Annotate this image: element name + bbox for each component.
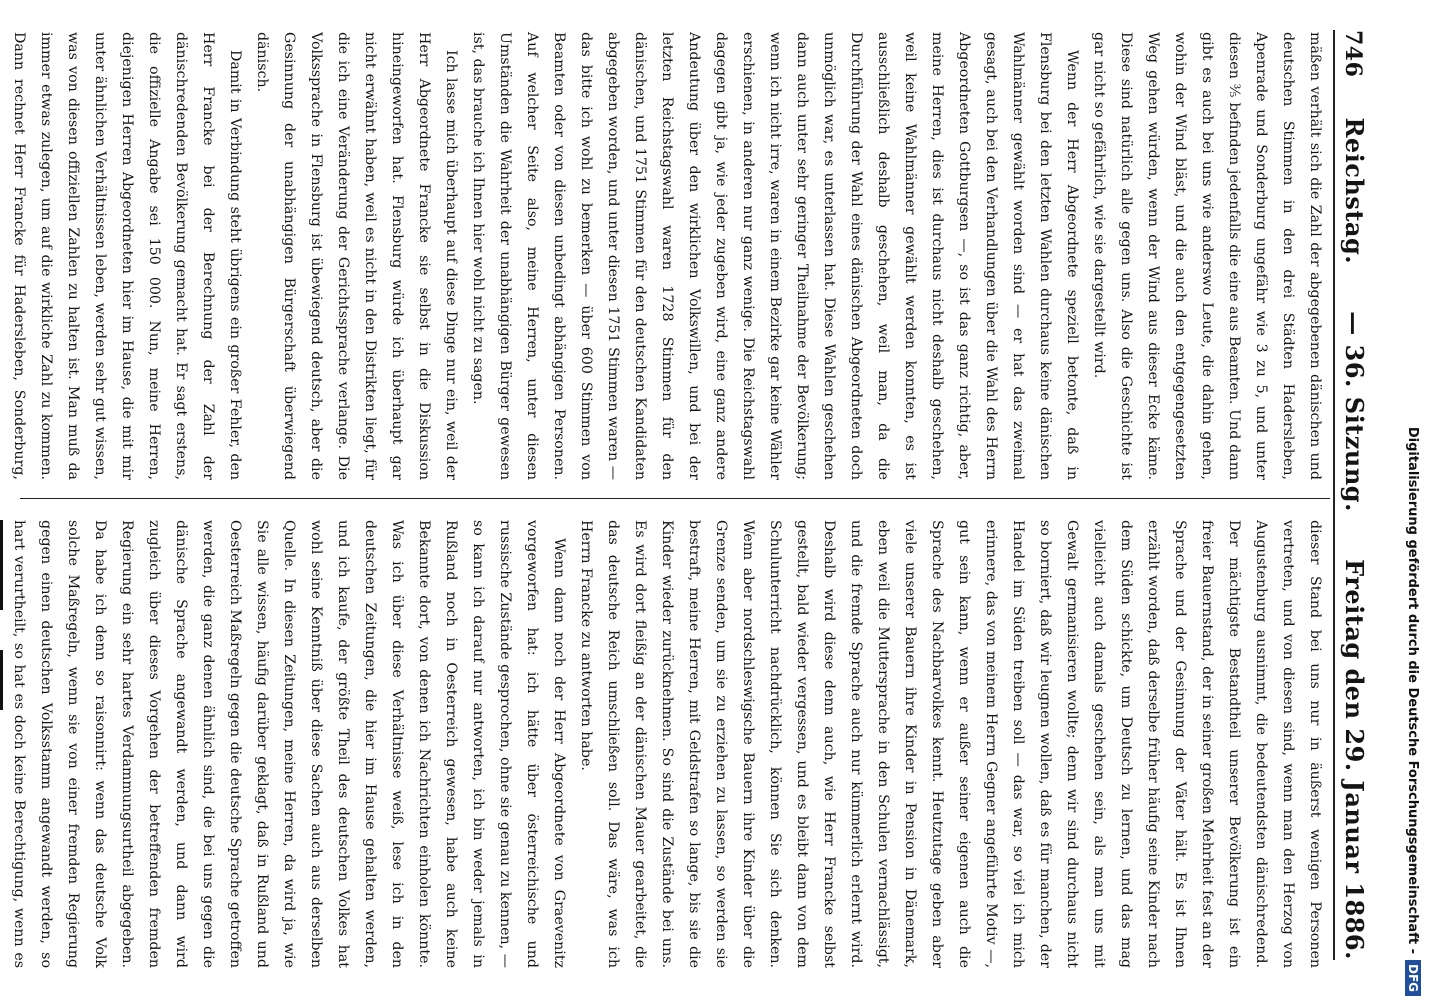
paragraph: Wenn der Herr Abgeordnete speziell betonte, daß in Flensburg bei den letzten Wahlen durchaus keine dänischen Wahlmänner gewählt worden sind — er hat das zweimal gesagt, auch bei den Verhandlungen über die Wahl des Herrn Abgeordneten Gottburgsen —, so ist das ganz richtig, aber, meine Herren, dies ist durchaus nicht deshalb geschehen, weil keine Wahlmänner gewählt werden konnten, es ist ausschließlich deshalb geschehen, weil man, da die Durchführung der Wahl eines dänischen Abgeordneten doch unmöglich war, es unterlassen hat. Diese Wahlen geschehen dann auch unter sehr geringer Theilnahme der Bevölkerung; wenn ich nicht irre, waren in einem Bezirke gar keine Wähler erschienen, in anderen nur ganz wenige. Die Reichstagswahl dagegen gibt ja, wie jeder zugeben wird, eine ganz andere Andeutung über den wirklichen Volkswillen, und bei der letzten Reichstagswahl waren 1728 Stimmen für den dänischen, und 1751 Stimmen für den deutschen Kandidaten abgegeben worden, und unter diesen 1751 Stimmen waren — das bitte ich wohl zu bemerken — über 600 Stimmen von Beamten oder von diesen unbedingt abhängigen Personen. Auf welcher Seite also, meine Herren, unter diesen Umständen die Wahrheit der unabhängigen Bürger gewesen ist, das brauche ich Ihnen hier wohl nicht zu sagen. xyxy=(470,32,1080,480)
paragraph: Wenn dann noch der Herr Abgeordnete von Graevenitz vorgeworfen hat: ich hätte über österreichische und russische Zustände gesprochen, ohne sie genau zu kennen, — so kann ich darauf nur antworten, ich bin weder jemals in Rußland noch in Oesterreich gewesen, habe auch keine Bekannte dort, von denen ich Nachrichten einholen könnte. Was ich über diese Verhältnisse weiß, lese ich in den deutschen Zeitungen, die hier im Hause gehalten werden, und ich kaufe, der größte Theil des deutschen Volkes hat wohl seine Kenntniß über diese Sachen auch aus derselben Quelle. In diesen Zeitungen, meine Herren, da wird ja, wie Sie alle wissen, häufig darüber geklagt, daß in Rußland und Oesterreich Maßregeln gegen die deutsche Sprache getroffen werden, die ganz denen ähnlich sind, die bei uns gegen die dänische Sprache angewandt werden, und dann wird zugleich über dieses Vorgehen der betreffenden fremden Regierung ein sehr hartes Verdammungsurtheil abgegeben. Da habe ich denn so raisonnirt: wenn das deutsche Volk solche Maßregeln, wenn sie von einer fremden Regierung gegen einen deutschen Volksstamm angewandt werden, so hart verurtheilt, so hat es doch keine Berechtigung, wenn es xyxy=(11,520,567,968)
paragraph: Damit in Verbindung steht übrigens ein großer Fehler, den Herr Francke bei der Berechnung der Zahl der dänischredenden Bevölkerung gemacht hat. Er sagt erstens, die offizielle Angabe sei 150 000. Nun, meine Herren, diejenigen Herren Abgeordneten hier im Hause, die mit mir unter ähnlichen Verhältnissen leben, werden sehr gut wissen, was von diesen offiziellen Zahlen zu halten ist. Man muß da immer etwas zulegen, um auf die wirkliche Zahl zu kommen. Dann rechnet Herr Francke für Hadersleben, Sonderburg, xyxy=(11,32,243,480)
page-number: 746 xyxy=(1340,30,1366,78)
header-rule xyxy=(1333,30,1335,960)
scan-edge-mark xyxy=(0,520,3,610)
left-column xyxy=(11,32,1328,480)
digitization-stamp xyxy=(1400,6,1426,996)
header-session: — 36. Sitzung. xyxy=(1340,311,1369,512)
column-divider xyxy=(20,498,1330,499)
running-head xyxy=(1340,30,1384,960)
header-date: Freitag den 29. Januar 1886. xyxy=(1340,559,1369,960)
paragraph: dieser Stand bei uns nur in äußerst wenigen Personen vertreten, und von diesen sind, wenn man den Herzog von Augustenburg ausnimmt, die bedeutendsten dänischredend. Der mächtigste Bestandtheil unserer Bevölkerung ist ein freier Bauernstand, der in seiner großen Mehrheit fest an der Sprache und der Gesinnung der Väter hält. Es ist Ihnen erzählt worden, daß derselbe früher häufig seine Kinder nach dem Süden schickte, um Deutsch zu lernen, und das mag vielleicht auch damals geschehen sein, als man uns mit Gewalt germanisieren wollte; denn wir sind durchaus nicht so borniert, daß wir leugnen wollen, daß es für manchen, der Handel im Süden treiben soll — das war, so viel ich mich erinnere, das von meinem Herrn Gegner angeführte Motiv —, gut sein kann, wenn er außer seiner eigenen auch die Sprache des Nachbarvolkes kennt. Heutzutage geben aber viele unserer Bauern ihre Kinder in Pension in Dänemark, eben weil die Muttersprache in den Schulen vernachlässigt, und die fremde Sprache auch nur kümmerlich erlernt wird. Deshalb wird diese denn auch, wie Herr Francke selbst gestellt, bald wieder vergessen, und es bleibt dann von dem Schulunterricht nachdrücklich, können Sie sich denken. Wenn aber nordschleswigsche Bauern ihre Kinder über die Grenze senden, um sie zu erziehen zu lassen, so werden sie bestraft, meine Herren, mit Geldstrafen so lange, bis sie die Kinder wieder zurücknehmen. So sind die Zustände bei uns. Es wird dort fleißig an der dänischen Mauer gearbeitet, die das deutsche Reich umschließen soll. Das wäre, was ich Herrn Francke zu antworten habe. xyxy=(578,520,1323,968)
paragraph: Ich lasse mich überhaupt auf diese Dinge nur ein, weil der Herr Abgeordnete Francke sie selbst in die Diskussion hineingeworfen hat. Flensburg würde ich überhaupt gar nicht erwähnt haben, weil es nicht in den Distrikten liegt, für die ich eine Veränderung der Gerichtssprache verlange. Die Volkssprache in Flensburg ist übewiegend deutsch, aber die Gesinnung der unabhängigen Bürgerschaft überwiegend dänisch. xyxy=(254,32,459,480)
header-title: Reichstag. xyxy=(1340,117,1369,265)
scan-edge-mark xyxy=(0,650,3,710)
right-column xyxy=(11,520,1328,968)
paragraph: mäßen verhält sich die Zahl der abgegebenen dänischen und deutschen Stimmen in den drei Städten Hadersleben, Apenrade und Sonderburg ungefähr wie 3 zu 5, und unter diesen ⅗ befinden jedenfalls die eine aus Beamten. Und dann gibt es auch bei uns wie anderswo Leute, die dahin gehen, wohin der Wind bläst, und die auch den entgegengesetzten Weg gehen würden, wenn der Wind aus dieser Ecke käme. Diese sind natürlich alle gegen uns. Also die Geschichte ist gar nicht so gefährlich, wie sie dargestellt wird. xyxy=(1091,32,1323,480)
stamp-text: Digitalisierung gefördert durch die Deutsche Forschungsgemeinschaft - xyxy=(1405,426,1421,954)
dfg-logo: DFG xyxy=(1405,960,1421,996)
